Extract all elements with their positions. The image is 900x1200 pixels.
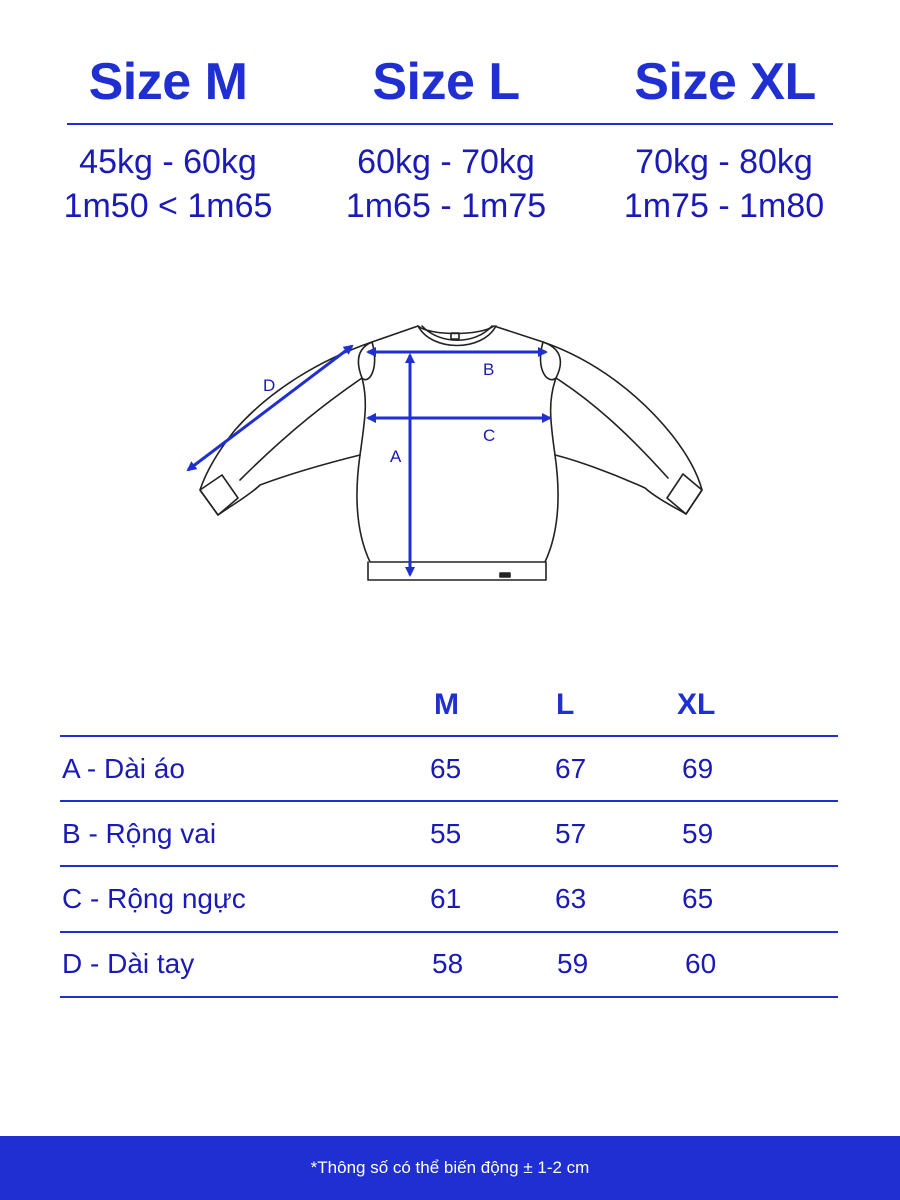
- cell-b-l: 57: [555, 818, 587, 849]
- row-label-c: C - Rộng ngực: [62, 883, 246, 914]
- cell-a-m: 65: [430, 753, 462, 784]
- row-label-d: D - Dài tay: [62, 948, 195, 979]
- size-l-weight: 60kg - 70kg: [357, 143, 535, 181]
- header-divider: [67, 123, 833, 125]
- size-xl-weight: 70kg - 80kg: [635, 143, 813, 181]
- sweatshirt-diagram: [170, 300, 730, 600]
- column-header-l: L: [556, 688, 575, 721]
- size-m-weight: 45kg - 60kg: [79, 143, 257, 181]
- table-rule: [60, 931, 838, 933]
- row-label-b: B - Rộng vai: [62, 818, 217, 849]
- footer-banner: [0, 1136, 900, 1200]
- cell-d-l: 59: [557, 948, 589, 979]
- size-l-range: [306, 140, 586, 228]
- table-rule: [60, 996, 838, 998]
- cell-d-m: 58: [432, 948, 464, 979]
- sweatshirt-outline: [200, 326, 702, 580]
- cell-c-m: 61: [430, 883, 462, 914]
- label-d: D: [263, 376, 276, 395]
- size-m-height: 1m50 < 1m65: [63, 187, 273, 225]
- size-xl-range: [584, 140, 864, 228]
- measurement-arrows: [188, 346, 550, 575]
- size-m-range: [28, 140, 308, 228]
- size-l-title: Size L: [372, 53, 520, 111]
- column-header-xl: XL: [677, 688, 716, 721]
- cell-d-xl: 60: [685, 948, 717, 979]
- label-b: B: [483, 360, 495, 379]
- size-l-height: 1m65 - 1m75: [345, 187, 547, 225]
- table-rule: [60, 800, 838, 802]
- size-headers: [0, 52, 900, 122]
- cell-c-l: 63: [555, 883, 587, 914]
- size-xl-title: Size XL: [634, 53, 816, 111]
- column-header-m: M: [434, 688, 459, 721]
- size-m-title: Size M: [88, 53, 248, 111]
- cell-a-l: 67: [555, 753, 587, 784]
- cell-b-m: 55: [430, 818, 462, 849]
- cell-a-xl: 69: [682, 753, 714, 784]
- label-a: A: [390, 447, 402, 466]
- table-rule: [60, 865, 838, 867]
- size-xl-height: 1m75 - 1m80: [623, 187, 825, 225]
- table-rule: [60, 735, 838, 737]
- cell-b-xl: 59: [682, 818, 714, 849]
- cell-c-xl: 65: [682, 883, 714, 914]
- footer-note: *Thông số có thể biến động ± 1-2 cm: [310, 1158, 590, 1177]
- label-c: C: [483, 426, 496, 445]
- row-label-a: A - Dài áo: [62, 753, 185, 784]
